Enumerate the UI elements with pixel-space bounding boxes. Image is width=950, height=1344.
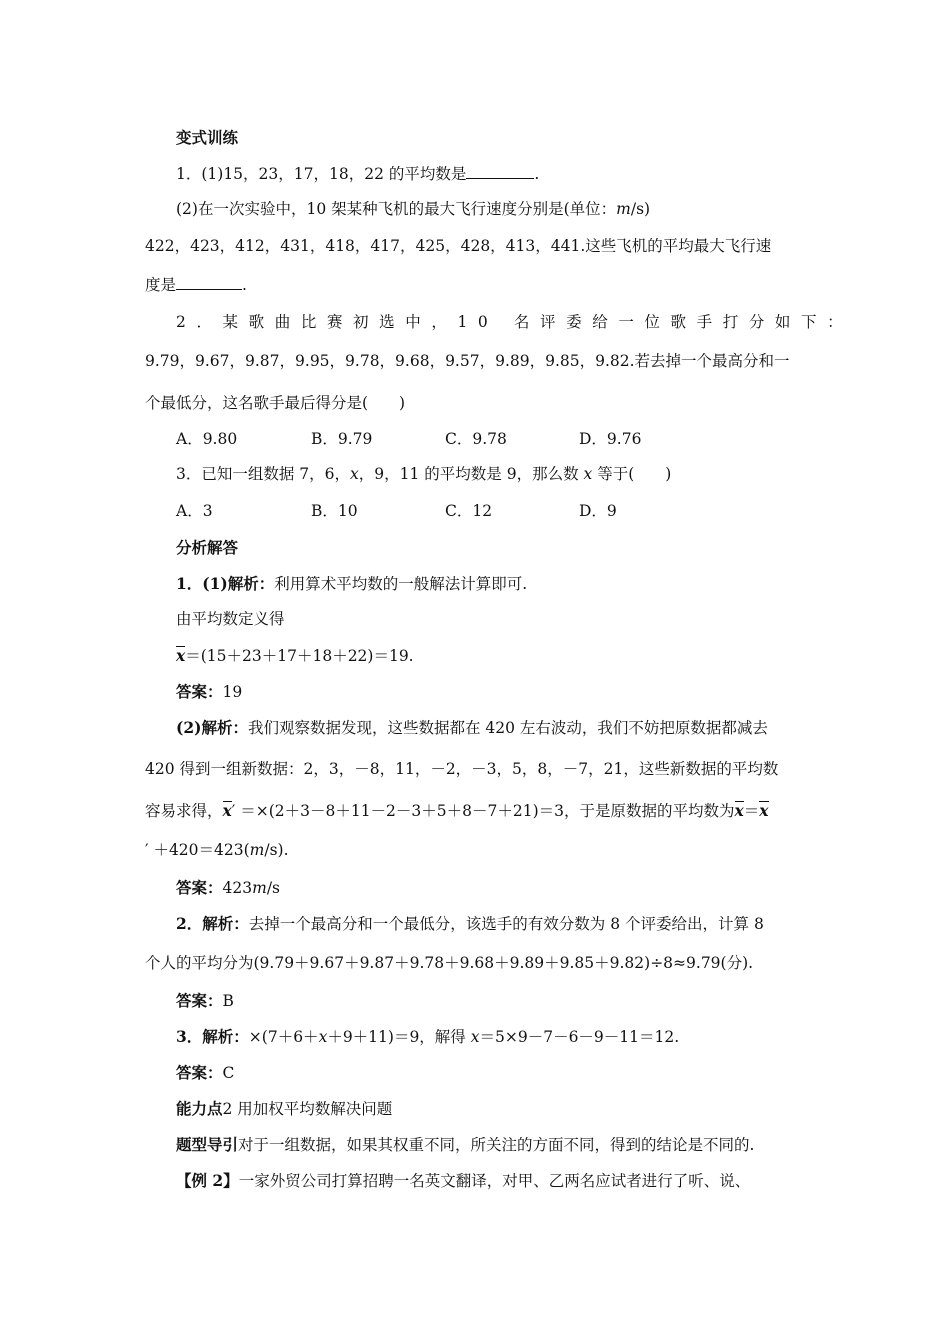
a1-part2-analysis [176,720,768,737]
guide [176,1137,754,1154]
unit-s: /s). [264,841,289,859]
x-bar-symbol: x [759,801,769,820]
x-bar-symbol: x [176,646,186,665]
example-text: 一家外贸公司打算招聘一名英文翻译，对甲、乙两名应试者进行了听、说、 [238,1172,751,1190]
a1-answer-1 [176,684,242,701]
analysis-text: 我们观察数据发现，这些数据都在 420 左右波动，我们不妨把原数据都减去 [247,719,768,737]
x-bar-symbol: x [734,801,744,820]
q2-option-b: B．9.79 [311,430,373,448]
a3-analysis [176,1029,679,1046]
a1-part2-line3 [145,803,769,820]
q2-line1: 2．某歌曲比赛初选中，10 名评委给一位歌手打分如下： [176,313,854,331]
guide-label: 题型导引 [176,1135,239,1154]
analysis-label: 3．解析： [176,1027,249,1046]
answer-value: 19 [222,683,243,701]
analysis-label: (2)解析： [176,718,248,737]
unit-m: m [249,841,265,859]
a1-part2-line4 [145,843,289,859]
example-label: 【例 2】 [176,1171,239,1190]
section-title-answers: 分析解答 [176,538,239,557]
text: ′ ＝×(2＋3－8＋11－2－3＋5＋8－7＋21)＝3，于是原数据的平均数为 [231,802,735,820]
q2-option-a: A．9.80 [176,430,238,448]
example-2 [176,1173,750,1190]
q3-stem [176,467,671,483]
a1-part1-line2: 由平均数定义得 [176,610,285,628]
q1-part2-data: 422，423，412，431，418，417，425，428，413，441.这些飞机的平均最大飞行速 [145,237,772,255]
text: 容易求得， [145,802,223,820]
a1-answer-2 [176,880,280,897]
q1-part1-end: . [534,165,540,183]
var-x: x [318,1028,328,1046]
q1-part1 [176,166,539,183]
q1-part2-end-dot: . [242,276,247,294]
ability-label: 能力点 [176,1099,223,1118]
a3-answer [176,1065,234,1082]
analysis-text: 去掉一个最高分和一个最低分，该选手的有效分数为 8 个评委给出，计算 8 [248,915,764,933]
a1-part1-analysis [176,576,527,593]
a2-analysis [176,916,764,933]
q3-option-c: C．12 [445,502,493,520]
a2-line2: 个人的平均分为(9.79＋9.67＋9.87＋9.78＋9.68＋9.89＋9.85＋9.82)÷8≈9.79(分). [145,954,754,972]
q1-part2-intro [176,202,650,218]
unit-m: m [252,879,267,897]
text: ＝ [743,802,760,820]
q2-line3: 个最低分，这名歌手最后得分是( ) [145,394,406,412]
text: ×(7＋6＋ [248,1028,319,1046]
formula-text: ＝(15＋23＋17＋18＋22)＝19. [185,647,414,665]
ability-point [176,1101,392,1118]
a2-answer [176,993,234,1010]
q1-part1-text: 1．(1)15，23，17，18，22 的平均数是 [176,165,467,183]
q3-var-x: x [350,465,359,483]
a1-part1-formula [176,648,414,665]
unit-s: /s [266,879,280,897]
text: ＝5×9－7－6－9－11＝12. [479,1028,680,1046]
q3-option-b: B．10 [311,502,358,520]
q3-text-c: 等于( ) [597,465,672,483]
text: ＋9＋11)＝9，解得 [327,1028,466,1046]
q3-text-a: 3．已知一组数据 7，6， [176,465,351,483]
q3-option-a: A．3 [176,502,213,520]
answer-label: 答案： [176,878,223,897]
q3-text-b: ，9，11 的平均数是 9，那么数 [358,465,579,483]
analysis-text: 利用算术平均数的一般解法计算即可. [274,575,528,593]
answer-value: B [222,992,234,1010]
answer-blank [176,277,242,290]
answer-value: C [222,1064,235,1082]
unit-m: m [616,200,631,218]
q3-var-x2: x [583,465,593,483]
var-x: x [470,1028,480,1046]
q2-line2: 9.79，9.67，9.87，9.95，9.78，9.68，9.57，9.89，9.85，9.82.若去掉一个最高分和一 [145,352,790,370]
section-title-practice: 变式训练 [176,128,239,147]
answer-label: 答案： [176,991,223,1010]
q3-option-d: D．9 [579,502,617,520]
q1-part2-end-text: 度是 [145,276,177,294]
unit-s: /s) [630,200,651,218]
answer-blank [466,166,534,179]
answer-label: 答案： [176,1063,223,1082]
analysis-label: 1．(1)解析： [176,574,275,593]
q2-option-d: D．9.76 [579,430,642,448]
answer-value: 423 [222,879,253,897]
analysis-label: 2．解析： [176,914,249,933]
a1-part2-line2: 420 得到一组新数据：2，3，－8，11，－2，－3，5，8，－7，21，这些新数据的平均数 [145,760,779,778]
ability-text: 2 用加权平均数解决问题 [222,1100,393,1118]
answer-label: 答案： [176,682,223,701]
text: ′ ＋420＝423( [145,841,250,859]
x-bar-symbol: x [222,801,232,820]
q2-option-c: C．9.78 [445,430,507,448]
guide-text: 对于一组数据，如果其权重不同，所关注的方面不同，得到的结论是不同的. [238,1136,755,1154]
q1-part2-end [145,277,247,294]
q1-part2-text: (2)在一次实验中，10 架某种飞机的最大飞行速度分别是(单位： [176,200,617,218]
